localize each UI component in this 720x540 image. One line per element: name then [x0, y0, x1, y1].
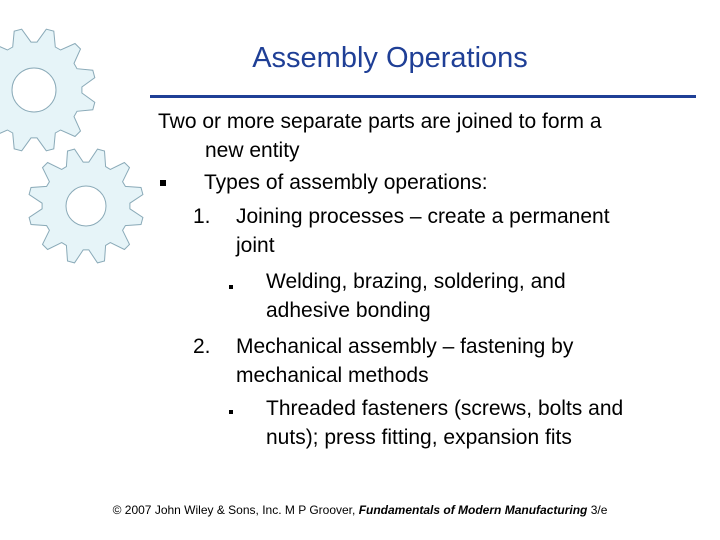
- item-2-line-2: mechanical methods: [236, 364, 429, 387]
- footer-copyright: © 2007 John Wiley & Sons, Inc. M P Groover,: [112, 503, 359, 517]
- footer: [0, 503, 720, 517]
- intro-line-2: new entity: [205, 139, 300, 162]
- item-2-line-1: Mechanical assembly – fastening by: [236, 335, 574, 358]
- item-2-sub-line-1: Threaded fasteners (screws, bolts and: [266, 397, 624, 420]
- bullet-square-icon: [160, 180, 166, 186]
- title-underline: [150, 95, 696, 98]
- gears-icon: [0, 28, 194, 278]
- item-1-sub-line-2: adhesive bonding: [266, 299, 431, 322]
- slide-title: Assembly Operations: [252, 42, 528, 74]
- footer-edition: 3/e: [587, 503, 608, 517]
- intro-line-1: Two or more separate parts are joined to form a: [158, 110, 602, 133]
- sub-bullet-icon: [229, 410, 233, 414]
- item-1-line-2: joint: [236, 234, 275, 257]
- types-label: Types of assembly operations:: [204, 171, 488, 194]
- gear-hub: [66, 186, 106, 226]
- gear-icon-bottom: [29, 149, 143, 263]
- item-2-number: 2.: [193, 335, 211, 358]
- item-2-sub-line-2: nuts); press fitting, expansion fits: [266, 426, 572, 449]
- footer-book-title: Fundamentals of Modern Manufacturing: [358, 503, 588, 517]
- gear-hub: [12, 68, 56, 112]
- sub-bullet-icon: [229, 285, 233, 289]
- item-1-number: 1.: [193, 205, 211, 228]
- gear-icon-top: [0, 29, 95, 151]
- item-1-sub-line-1: Welding, brazing, soldering, and: [266, 270, 566, 293]
- item-1-line-1: Joining processes – create a permanent: [236, 205, 610, 228]
